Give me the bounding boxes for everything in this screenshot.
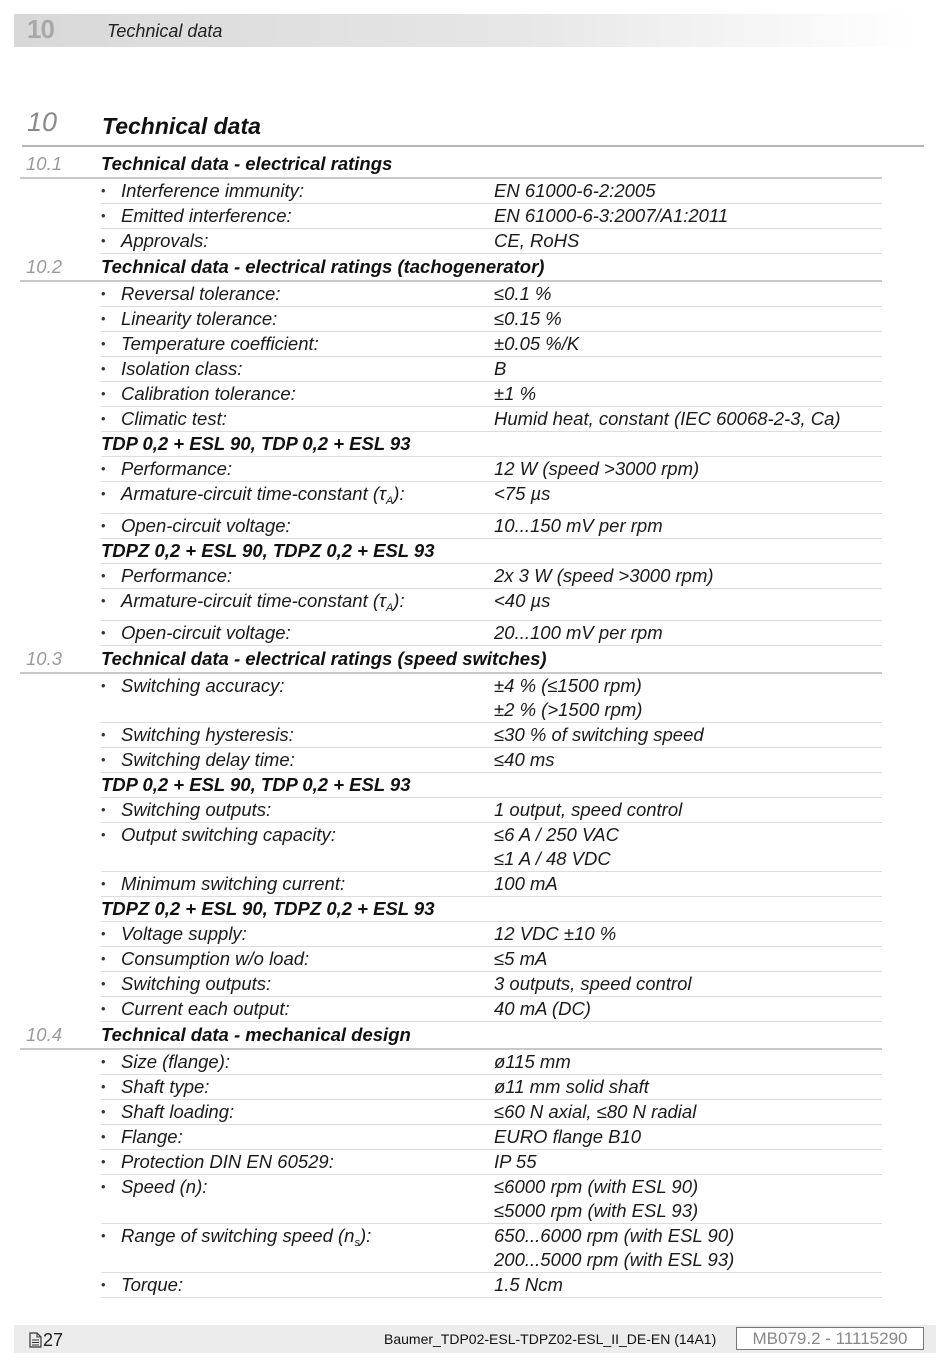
section-number: 10.3	[20, 646, 101, 674]
spec-label-text: Consumption w/o load:	[121, 948, 310, 969]
bullet-icon: •	[101, 1125, 121, 1150]
spec-label-text: Performance:	[121, 565, 233, 586]
spec-label	[121, 307, 494, 332]
spec-value-line: ±0.05 %/K	[494, 333, 580, 354]
spec-value	[494, 972, 882, 997]
specification-table	[20, 151, 882, 1298]
spec-row	[20, 723, 882, 748]
section-number: 10.2	[20, 254, 101, 282]
spec-row	[20, 798, 882, 823]
section-number: 10.4	[20, 1022, 101, 1050]
bullet-icon: •	[101, 564, 121, 589]
spacer-cell	[20, 382, 101, 407]
spec-value	[494, 997, 882, 1022]
spacer-cell	[20, 621, 101, 646]
spec-label	[121, 922, 494, 947]
spec-label-text: Shaft type:	[121, 1076, 210, 1097]
spec-label-text: Switching hysteresis:	[121, 724, 294, 745]
spec-label	[121, 1049, 494, 1075]
spec-value-line: <75 µs	[494, 483, 551, 504]
bullet-icon: •	[101, 823, 121, 872]
spec-label	[121, 748, 494, 773]
spec-label	[121, 823, 494, 872]
spec-value-line: CE, RoHS	[494, 230, 580, 251]
spec-value-line: ±4 % (≤1500 rpm)	[494, 675, 642, 696]
spec-label-subscript: s	[354, 1237, 360, 1249]
spec-label-text: Torque:	[121, 1274, 184, 1295]
chapter-title: Technical data	[102, 113, 261, 139]
spacer-cell	[20, 1175, 101, 1224]
spec-value	[494, 482, 882, 514]
spec-value	[494, 332, 882, 357]
spec-value	[494, 457, 882, 482]
spec-value	[494, 947, 882, 972]
spec-value-line: ≤6000 rpm (with ESL 90)	[494, 1176, 699, 1197]
spec-value-line: IP 55	[494, 1151, 537, 1172]
chapter-heading	[22, 107, 924, 147]
spec-label-text: Switching delay time:	[121, 749, 295, 770]
spec-row	[20, 823, 882, 872]
spacer-cell	[20, 564, 101, 589]
spec-value-line: ≤0.1 %	[494, 283, 552, 304]
section-heading-row	[20, 254, 882, 282]
document-code: MB079.2 - 11115290	[736, 1327, 924, 1350]
spacer-cell	[20, 229, 101, 254]
spec-label	[121, 514, 494, 539]
spec-value-line: 100 mA	[494, 873, 558, 894]
page-number: 27	[43, 1330, 64, 1350]
section-heading-row	[20, 151, 882, 178]
spec-label	[121, 457, 494, 482]
bullet-icon: •	[101, 357, 121, 382]
bullet-icon: •	[101, 589, 121, 621]
bullet-icon: •	[101, 332, 121, 357]
spec-value	[494, 357, 882, 382]
spec-value-line-2: 200...5000 rpm (with ESL 93)	[494, 1249, 735, 1270]
spec-label	[121, 1100, 494, 1125]
spec-value	[494, 798, 882, 823]
spec-label-text: Voltage supply:	[121, 923, 247, 944]
spec-row	[20, 748, 882, 773]
spec-row	[20, 997, 882, 1022]
spec-value-line: 10...150 mV per rpm	[494, 515, 663, 536]
spec-label-text: Range of switching speed (n	[121, 1225, 355, 1246]
spec-row	[20, 482, 882, 514]
bullet-icon: •	[101, 723, 121, 748]
bullet-icon: •	[101, 178, 121, 204]
subsection-title: TDPZ 0,2 + ESL 90, TDPZ 0,2 + ESL 93	[101, 897, 882, 922]
spec-row	[20, 382, 882, 407]
spec-value	[494, 723, 882, 748]
document-reference: Baumer_TDP02-ESL-TDPZ02-ESL_II_DE-EN (14A1)	[384, 1331, 717, 1347]
subsection-row	[20, 432, 882, 457]
spec-row	[20, 1224, 882, 1273]
spec-value	[494, 1125, 882, 1150]
spacer-cell	[20, 332, 101, 357]
spec-row	[20, 1175, 882, 1224]
spacer-cell	[20, 589, 101, 621]
bullet-icon: •	[101, 457, 121, 482]
header-chapter-number: 10	[27, 14, 54, 44]
spec-label-suffix: ):	[359, 1225, 372, 1246]
header-title: Technical data	[107, 21, 223, 41]
spec-row	[20, 564, 882, 589]
spec-value-line: 12 W (speed >3000 rpm)	[494, 458, 700, 479]
spec-value-line: ≤40 ms	[494, 749, 555, 770]
spec-label-text: Switching accuracy:	[121, 675, 285, 696]
spec-label	[121, 947, 494, 972]
subsection-row	[20, 773, 882, 798]
spec-label	[121, 1224, 494, 1273]
spec-label	[121, 281, 494, 307]
spec-label-subscript: A	[385, 495, 394, 507]
section-heading-row	[20, 1022, 882, 1050]
spec-label	[121, 1075, 494, 1100]
section-title: Technical data - electrical ratings (tachogenerator)	[101, 254, 882, 282]
spacer-cell	[20, 922, 101, 947]
spec-label-text: Switching outputs:	[121, 973, 272, 994]
spec-label-text: Protection DIN EN 60529:	[121, 1151, 334, 1172]
spacer-cell	[20, 1224, 101, 1273]
bullet-icon: •	[101, 229, 121, 254]
bullet-icon: •	[101, 922, 121, 947]
spec-value-line: ≤0.15 %	[494, 308, 562, 329]
spec-row	[20, 589, 882, 621]
spec-row	[20, 1100, 882, 1125]
spec-value-line: ≤30 % of switching speed	[494, 724, 704, 745]
spacer-cell	[20, 514, 101, 539]
bullet-icon: •	[101, 798, 121, 823]
spec-value	[494, 823, 882, 872]
spec-value-line: 20...100 mV per rpm	[494, 622, 663, 643]
spec-value-line: ±1 %	[494, 383, 537, 404]
spec-value	[494, 1049, 882, 1075]
bullet-icon: •	[101, 1049, 121, 1075]
spec-value-line-2: ±2 % (>1500 rpm)	[494, 699, 643, 720]
spec-label	[121, 1175, 494, 1224]
spec-label-text: Output switching capacity:	[121, 824, 336, 845]
spec-label	[121, 798, 494, 823]
section-heading-row	[20, 646, 882, 674]
spec-row	[20, 281, 882, 307]
spec-value-line-2: ≤5000 rpm (with ESL 93)	[494, 1200, 699, 1221]
spec-label-suffix: ):	[393, 483, 405, 504]
section-number: 10.1	[20, 151, 101, 178]
spec-value-line: ≤6 A / 250 VAC	[494, 824, 619, 845]
spec-value	[494, 673, 882, 723]
spacer-cell	[20, 407, 101, 432]
spec-value	[494, 1150, 882, 1175]
spec-label-text: Approvals:	[121, 230, 209, 251]
spec-row	[20, 673, 882, 723]
spec-label-text: Open-circuit voltage:	[121, 622, 291, 643]
spec-label	[121, 673, 494, 723]
bullet-icon: •	[101, 748, 121, 773]
spec-value-line: ø11 mm solid shaft	[494, 1076, 649, 1097]
bullet-icon: •	[101, 382, 121, 407]
spacer-cell	[20, 673, 101, 723]
spec-row	[20, 204, 882, 229]
spec-label	[121, 332, 494, 357]
spec-label-text: Flange:	[121, 1126, 183, 1147]
subsection-title: TDP 0,2 + ESL 90, TDP 0,2 + ESL 93	[101, 773, 882, 798]
spec-label-text: Temperature coefficient:	[121, 333, 319, 354]
spec-value	[494, 407, 882, 432]
spec-value-line: EURO flange B10	[494, 1126, 642, 1147]
spacer-cell	[20, 178, 101, 204]
bullet-icon: •	[101, 997, 121, 1022]
spacer-cell	[20, 482, 101, 514]
section-title: Technical data - mechanical design	[101, 1022, 882, 1050]
spec-label	[121, 1273, 494, 1298]
spacer-cell	[20, 1150, 101, 1175]
spec-label	[121, 357, 494, 382]
spec-label-text: Speed (n):	[121, 1176, 208, 1197]
spec-label-text: Switching outputs:	[121, 799, 272, 820]
spec-value-line: 12 VDC ±10 %	[494, 923, 617, 944]
spec-row	[20, 407, 882, 432]
bullet-icon: •	[101, 1273, 121, 1298]
spec-value	[494, 872, 882, 897]
spacer-cell	[20, 872, 101, 897]
spec-value	[494, 229, 882, 254]
spec-label-text: Isolation class:	[121, 358, 243, 379]
spec-row	[20, 229, 882, 254]
spec-row	[20, 621, 882, 646]
section-title: Technical data - electrical ratings (speed switches)	[101, 646, 882, 674]
spec-value-line: 3 outputs, speed control	[494, 973, 692, 994]
spec-row	[20, 1150, 882, 1175]
bullet-icon: •	[101, 514, 121, 539]
spec-label	[121, 178, 494, 204]
spec-label-text: Minimum switching current:	[121, 873, 346, 894]
spec-value-line: ≤5 mA	[494, 948, 548, 969]
spec-label	[121, 482, 494, 514]
spec-label	[121, 1125, 494, 1150]
spec-row	[20, 1273, 882, 1298]
spec-label-text: Current each output:	[121, 998, 290, 1019]
spec-row	[20, 357, 882, 382]
spec-row	[20, 1049, 882, 1075]
spacer-cell	[20, 997, 101, 1022]
spacer-cell	[20, 539, 101, 564]
spec-row	[20, 1125, 882, 1150]
spec-label	[121, 382, 494, 407]
spec-value-line: 1.5 Ncm	[494, 1274, 563, 1295]
spacer-cell	[20, 1273, 101, 1298]
bullet-icon: •	[101, 281, 121, 307]
subsection-title: TDP 0,2 + ESL 90, TDP 0,2 + ESL 93	[101, 432, 882, 457]
spacer-cell	[20, 748, 101, 773]
spacer-cell	[20, 723, 101, 748]
spec-label	[121, 872, 494, 897]
spec-label-text: Armature-circuit time-constant (τ	[121, 590, 386, 611]
spec-row	[20, 307, 882, 332]
chapter-number: 10	[27, 107, 58, 137]
spec-label	[121, 407, 494, 432]
spec-value-line: 2x 3 W (speed >3000 rpm)	[494, 565, 714, 586]
spec-label-text: Performance:	[121, 458, 233, 479]
bullet-icon: •	[101, 621, 121, 646]
spec-value	[494, 307, 882, 332]
spec-row	[20, 457, 882, 482]
spec-value-line: EN 61000-6-3:2007/A1:2011	[494, 205, 729, 226]
spec-label	[121, 972, 494, 997]
spec-label	[121, 204, 494, 229]
bullet-icon: •	[101, 482, 121, 514]
spec-label-text: Size (flange):	[121, 1051, 230, 1072]
spacer-cell	[20, 823, 101, 872]
spec-value-line: 40 mA (DC)	[494, 998, 591, 1019]
bullet-icon: •	[101, 972, 121, 997]
spec-value	[494, 178, 882, 204]
spec-row	[20, 972, 882, 997]
subsection-title: TDPZ 0,2 + ESL 90, TDPZ 0,2 + ESL 93	[101, 539, 882, 564]
spec-value-line: EN 61000-6-2:2005	[494, 180, 656, 201]
spacer-cell	[20, 281, 101, 307]
spacer-cell	[20, 432, 101, 457]
bullet-icon: •	[101, 407, 121, 432]
subsection-row	[20, 897, 882, 922]
spec-label-suffix: ):	[393, 590, 405, 611]
subsection-row	[20, 539, 882, 564]
spec-value	[494, 922, 882, 947]
spec-value-line: 650...6000 rpm (with ESL 90)	[494, 1225, 735, 1246]
bullet-icon: •	[101, 307, 121, 332]
bullet-icon: •	[101, 947, 121, 972]
spec-label	[121, 997, 494, 1022]
spacer-cell	[20, 897, 101, 922]
spec-value	[494, 748, 882, 773]
spec-label	[121, 229, 494, 254]
spacer-cell	[20, 457, 101, 482]
spec-label-text: Reversal tolerance:	[121, 283, 281, 304]
document-icon	[29, 1332, 42, 1348]
spacer-cell	[20, 1049, 101, 1075]
spacer-cell	[20, 947, 101, 972]
spacer-cell	[20, 1125, 101, 1150]
spec-value-line: <40 µs	[494, 590, 551, 611]
spec-label-text: Linearity tolerance:	[121, 308, 278, 329]
bullet-icon: •	[101, 204, 121, 229]
spec-label	[121, 564, 494, 589]
spacer-cell	[20, 1075, 101, 1100]
spec-value-line: 1 output, speed control	[494, 799, 683, 820]
spacer-cell	[20, 357, 101, 382]
spacer-cell	[20, 798, 101, 823]
spec-value-line: ≤60 N axial, ≤80 N radial	[494, 1101, 697, 1122]
spec-label-text: Emitted interference:	[121, 205, 292, 226]
bullet-icon: •	[101, 1150, 121, 1175]
spec-value	[494, 1175, 882, 1224]
spec-row	[20, 332, 882, 357]
spec-label	[121, 621, 494, 646]
spacer-cell	[20, 1100, 101, 1125]
spec-row	[20, 178, 882, 204]
spec-label-text: Armature-circuit time-constant (τ	[121, 483, 386, 504]
bullet-icon: •	[101, 872, 121, 897]
spec-value	[494, 1100, 882, 1125]
spec-label-text: Interference immunity:	[121, 180, 305, 201]
spec-row	[20, 947, 882, 972]
section-title: Technical data - electrical ratings	[101, 151, 882, 178]
spec-label-text: Calibration tolerance:	[121, 383, 296, 404]
spec-value	[494, 1224, 882, 1273]
spec-row	[20, 922, 882, 947]
spec-row	[20, 514, 882, 539]
spec-value-line: Humid heat, constant (IEC 60068-2-3, Ca)	[494, 408, 841, 429]
spec-value-line-2: ≤1 A / 48 VDC	[494, 848, 611, 869]
spec-label-subscript: A	[385, 602, 394, 614]
spec-value	[494, 1075, 882, 1100]
spec-label-text: Open-circuit voltage:	[121, 515, 291, 536]
spec-row	[20, 1075, 882, 1100]
spec-value-line: B	[494, 358, 507, 379]
spec-label	[121, 1150, 494, 1175]
spacer-cell	[20, 972, 101, 997]
spec-label-text: Climatic test:	[121, 408, 227, 429]
spec-value	[494, 589, 882, 621]
spec-row	[20, 872, 882, 897]
spec-value	[494, 382, 882, 407]
spec-value	[494, 1273, 882, 1298]
bullet-icon: •	[101, 1100, 121, 1125]
spec-value	[494, 564, 882, 589]
bullet-icon: •	[101, 1224, 121, 1273]
spec-value-line: ø115 mm	[494, 1051, 571, 1072]
bullet-icon: •	[101, 1175, 121, 1224]
spacer-cell	[20, 307, 101, 332]
spacer-cell	[20, 773, 101, 798]
bullet-icon: •	[101, 1075, 121, 1100]
spacer-cell	[20, 204, 101, 229]
bullet-icon: •	[101, 673, 121, 723]
spec-value	[494, 514, 882, 539]
spec-label	[121, 589, 494, 621]
spec-label-text: Shaft loading:	[121, 1101, 235, 1122]
spec-value	[494, 621, 882, 646]
spec-value	[494, 281, 882, 307]
spec-label	[121, 723, 494, 748]
spec-value	[494, 204, 882, 229]
